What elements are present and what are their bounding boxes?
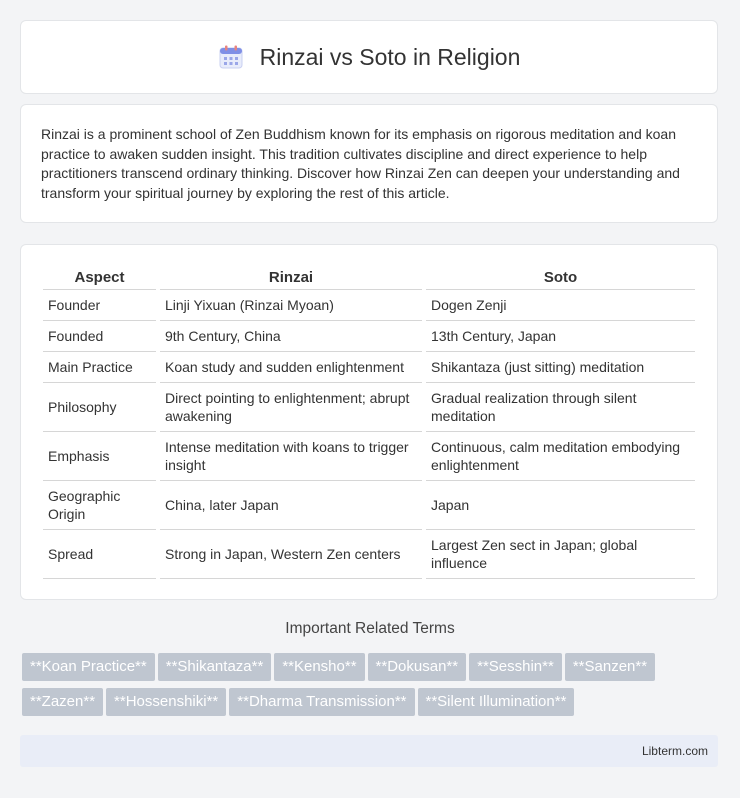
table-cell: Dogen Zenji [426, 290, 695, 321]
calendar-icon [218, 44, 244, 70]
tag-sesshin[interactable]: **Sesshin** [469, 653, 562, 681]
table-cell: Emphasis [43, 432, 156, 481]
related-terms-section [0, 620, 740, 638]
table-row [43, 432, 695, 481]
tag-kensho[interactable]: **Kensho** [274, 653, 364, 681]
header-card [20, 20, 718, 94]
tag-dokusan[interactable]: **Dokusan** [368, 653, 467, 681]
table-cell: 9th Century, China [160, 321, 422, 352]
table-cell: Main Practice [43, 352, 156, 383]
table-row [43, 383, 695, 432]
page-title: Rinzai vs Soto in Religion [259, 43, 521, 70]
header-aspect: Aspect [43, 265, 156, 290]
table-cell: Founded [43, 321, 156, 352]
related-tags [22, 653, 722, 723]
table-cell: Gradual realization through silent meditation [426, 383, 695, 432]
tag-hossenshiki[interactable]: **Hossenshiki** [106, 688, 226, 716]
intro-text: Rinzai is a prominent school of Zen Buddhism known for its emphasis on rigorous meditation and koan practice to awaken sudden insight. This tradition cultivates discipline and direct experience to help practitioners transcend ordinary thinking. Discover how Rinzai Zen can deepen your understanding and transform your spiritual journey by exploring the rest of this article. [41, 126, 680, 201]
table-cell: Founder [43, 290, 156, 321]
tag-dharma-transmission[interactable]: **Dharma Transmission** [229, 688, 414, 716]
table-cell: Direct pointing to enlightenment; abrupt awakening [160, 383, 422, 432]
footer-site-link[interactable]: Libterm.com [641, 744, 708, 758]
table-cell: Intense meditation with koans to trigger insight [160, 432, 422, 481]
table-cell: Koan study and sudden enlightenment [160, 352, 422, 383]
table-cell: China, later Japan [160, 481, 422, 530]
table-cell: Philosophy [43, 383, 156, 432]
table-row [43, 290, 695, 321]
table-row [43, 321, 695, 352]
table-cell: Linji Yixuan (Rinzai Myoan) [160, 290, 422, 321]
table-cell: 13th Century, Japan [426, 321, 695, 352]
table-cell: Continuous, calm meditation embodying enlightenment [426, 432, 695, 481]
related-terms-title: Important Related Terms [285, 620, 455, 637]
tag-shikantaza[interactable]: **Shikantaza** [158, 653, 272, 681]
table-cell: Shikantaza (just sitting) meditation [426, 352, 695, 383]
table-header-row [43, 265, 695, 290]
comparison-card [20, 244, 718, 600]
tag-zazen[interactable]: **Zazen** [22, 688, 103, 716]
intro-card [20, 104, 718, 223]
header-soto: Soto [426, 265, 695, 290]
tag-sanzen[interactable]: **Sanzen** [565, 653, 655, 681]
header-rinzai: Rinzai [160, 265, 422, 290]
tag-koan-practice[interactable]: **Koan Practice** [22, 653, 155, 681]
table-cell: Largest Zen sect in Japan; global influence [426, 530, 695, 579]
table-row [43, 352, 695, 383]
table-cell: Spread [43, 530, 156, 579]
footer [20, 735, 718, 767]
tag-silent-illumination[interactable]: **Silent Illumination** [418, 688, 575, 716]
table-cell: Strong in Japan, Western Zen centers [160, 530, 422, 579]
comparison-table [39, 265, 699, 579]
table-row [43, 481, 695, 530]
table-cell: Geographic Origin [43, 481, 156, 530]
table-cell: Japan [426, 481, 695, 530]
table-row [43, 530, 695, 579]
